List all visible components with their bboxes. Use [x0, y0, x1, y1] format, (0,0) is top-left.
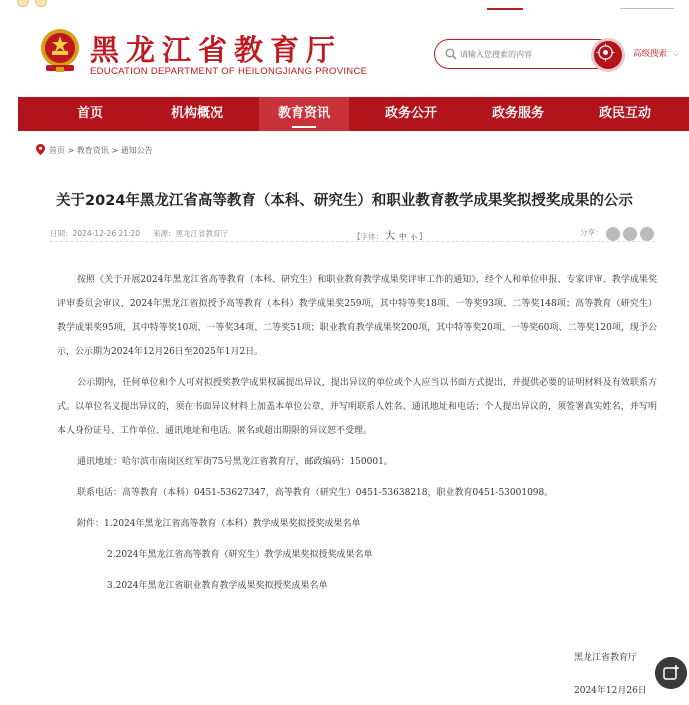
breadcrumb-text[interactable]: 首页 > 教育资讯 > 通知公告: [49, 146, 153, 155]
font-mid-button[interactable]: 中: [399, 232, 407, 241]
signature-date: 2024年12月26日: [574, 686, 647, 696]
attachment-link[interactable]: 2.2024年黑龙江省高等教育（研究生）教学成果奖拟授奖成果名单: [107, 550, 373, 560]
chevron-down-icon: ⌵: [672, 49, 680, 59]
site-title[interactable]: 黑龙江省教育厅: [90, 33, 343, 67]
top-dot-icon: [35, 0, 47, 7]
location-pin-icon: [36, 144, 45, 155]
wechat-icon[interactable]: [606, 227, 620, 241]
font-large-button[interactable]: 大: [385, 231, 395, 242]
qq-icon[interactable]: [640, 227, 654, 241]
national-emblem-icon[interactable]: [38, 27, 82, 73]
department-badge-icon: [591, 38, 625, 72]
font-size-switcher: [353, 227, 427, 242]
top-divider: [487, 8, 523, 10]
top-divider: [620, 8, 674, 9]
nav-item-gov-affairs[interactable]: 政务公开: [384, 106, 437, 121]
nav-item-news[interactable]: 教育资讯: [259, 97, 349, 131]
advanced-search-label: 高级搜索: [633, 49, 668, 59]
article-date: 日期：2024-12-26 21:20: [50, 229, 141, 238]
font-suffix: 】: [419, 232, 427, 241]
article-paragraph: 公示期内，任何单位和个人可对拟授奖教学成果权属提出异议，提出异议的单位或个人应当以书面方式提出，并提供必要的证明材料及有效联系方式。以单位名义提出异议的，须在书面异议材料上加盖本单位公章，并写明联系人姓名、通讯地址和电话；个人提出异议的，须签署真实姓名，并写明本人身份证号、工作单位、通讯地址和电话。匿名或超出期限的异议恕不受理。: [57, 378, 657, 436]
signature-org: 黑龙江省教育厅: [574, 653, 638, 663]
compose-icon[interactable]: [655, 657, 687, 689]
attachment-line: [57, 512, 657, 536]
breadcrumb: [36, 144, 153, 156]
nav-item-home[interactable]: 首页: [76, 106, 103, 121]
advanced-search-link[interactable]: [633, 47, 679, 59]
site-header: [0, 22, 689, 92]
weibo-icon[interactable]: [623, 227, 637, 241]
attachments-label: 附件：: [77, 519, 105, 529]
main-nav: [18, 97, 689, 131]
top-dot-icon: [17, 0, 29, 7]
article-paragraph: 按照《关于开展2024年黑龙江省高等教育（本科、研究生）和职业教育教学成果奖评审工作的通知》，经个人和单位申报、专家评审、教学成果奖评审委员会审议，2024年黑龙江省拟授予高等教育（本科）教学成果奖259项，其中特等奖18项、一等奖93项、二等奖148项；高等教育（研究生）教学成果奖95项，其中特等奖10项、一等奖34项、二等奖51项；职业教育教学成果奖200项，其中特等奖20项、一等奖60项、二等奖120项，现予公示，公示期为2024年12月26日至2025年1月2日。: [57, 275, 657, 357]
article-meta: [50, 224, 655, 242]
article-body: [57, 268, 657, 605]
top-strip: [0, 0, 689, 12]
search-icon[interactable]: [445, 48, 457, 60]
attachment-link[interactable]: 3.2024年黑龙江省职业教育教学成果奖拟授奖成果名单: [107, 581, 328, 591]
attachment-link[interactable]: 1.2024年黑龙江省高等教育（本科）教学成果奖拟授奖成果名单: [104, 519, 361, 529]
nav-item-interaction[interactable]: 政民互动: [598, 106, 651, 121]
article-title: 关于2024年黑龙江省高等教育（本科、研究生）和职业教育教学成果奖拟授奖成果的公示: [56, 193, 633, 209]
font-small-button[interactable]: 小: [410, 233, 417, 241]
search-input[interactable]: [460, 46, 600, 62]
site-subtitle: EDUCATION DEPARTMENT OF HEILONGJIANG PROVINCE: [90, 66, 368, 77]
share-label: 分享：: [580, 228, 603, 237]
article-paragraph: 联系电话：高等教育（本科）0451-53627347，高等教育（研究生）0451-53638218，职业教育0451-53001098。: [77, 488, 554, 498]
share-bar: [580, 227, 603, 238]
article-paragraph: 通讯地址：哈尔滨市南岗区红军街75号黑龙江省教育厅，邮政编码：150001。: [77, 457, 393, 467]
font-prefix: 【字体：: [353, 232, 383, 241]
nav-item-gov-services[interactable]: 政务服务: [491, 106, 544, 121]
nav-item-overview[interactable]: 机构概况: [170, 106, 223, 121]
article-source: 来源：黑龙江省教育厅: [153, 229, 228, 238]
